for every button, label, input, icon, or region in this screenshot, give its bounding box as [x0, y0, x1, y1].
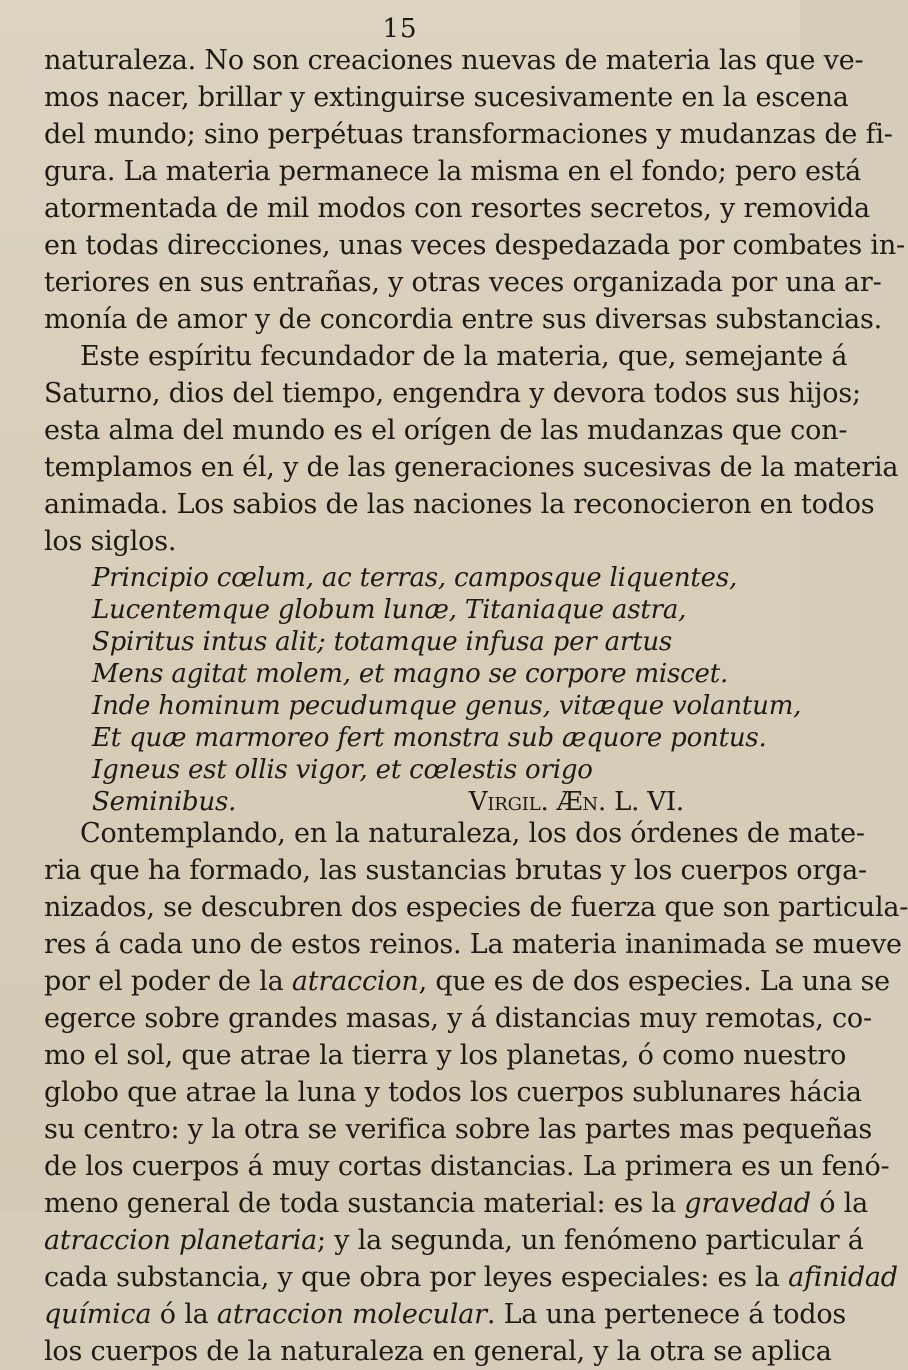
emphasis-term: atraccion molecular [216, 1299, 487, 1330]
text-line: egerce sobre grandes masas, y á distancias muy remotas, co- [44, 1003, 872, 1034]
latin-verse-quote [44, 562, 802, 818]
text-line: Este espíritu fecundador de la materia, que, semejante á [80, 341, 848, 372]
verse-line: Lucentemque globum lunæ, Titaniaque astra, [92, 595, 687, 625]
text-line: ria que ha formado, las sustancias brutas y los cuerpos orga- [44, 855, 867, 886]
text-line: animada. Los sabios de las naciones la reconocieron en todos [44, 489, 875, 520]
verse-line: Principio cœlum, ac terras, camposque liquentes, [92, 563, 738, 593]
text-line: en todas direcciones, unas veces despedazada por combates in- [44, 230, 905, 261]
verse-line: Spiritus intus alit; totamque infusa per artus [92, 627, 673, 657]
text-line: los siglos. [44, 526, 177, 557]
text-line: su centro: y la otra se verifica sobre las partes mas pequeñas [44, 1114, 873, 1145]
text-line: atormentada de mil modos con resortes secretos, y removida [44, 193, 870, 224]
emphasis-term: afinidad [788, 1262, 898, 1293]
verse-attribution: Virgil. Æn. L. VI. [468, 787, 684, 817]
verse-line: Inde hominum pecudumque genus, vitæque volantum, [92, 691, 802, 721]
text-line: gura. La materia permanece la misma en el fondo; pero está [44, 156, 862, 187]
emphasis-term: gravedad [684, 1188, 811, 1219]
page-number: 15 [382, 14, 418, 44]
text-line: esta alma del mundo es el orígen de las mudanzas que con- [44, 415, 848, 446]
text-line: nizados, se descubren dos especies de fuerza que son particula- [44, 892, 908, 923]
text-line [44, 963, 890, 1000]
text-line: del mundo; sino perpétuas transformaciones y mudanzas de fi- [44, 119, 893, 150]
verse-line: Igneus est ollis vigor, et cœlestis origo [92, 755, 593, 785]
text-line: templamos en él, y de las generaciones sucesivas de la materia [44, 452, 899, 483]
text-run: ó la [151, 1299, 217, 1330]
verse-line: Et quæ marmoreo fert monstra sub æquore pontus. [92, 723, 767, 753]
text-line: de los cuerpos á muy cortas distancias. La primera es un fenó- [44, 1151, 890, 1182]
text-line: mo el sol, que atrae la tierra y los planetas, ó como nuestro [44, 1040, 847, 1071]
text-line: globo que atrae la luna y todos los cuerpos sublunares hácia [44, 1077, 862, 1108]
paragraph-3 [44, 815, 908, 1370]
verse-line [44, 786, 784, 818]
text-run: meno general de toda sustancia material: es la [44, 1188, 685, 1219]
text-line: teriores en sus entrañas, y otras veces organizada por una ar- [44, 267, 882, 298]
text-line: res á cada uno de estos reinos. La materia inanimada se mueve [44, 929, 902, 960]
text-run: , que es de dos especies. La una se [418, 966, 890, 997]
verse-line: Mens agitat molem, et magno se corpore miscet. [92, 659, 729, 689]
text-line: monía de amor y de concordia entre sus diversas substancias. [44, 304, 883, 335]
text-run: cada substancia, y que obra por leyes especiales: es la [44, 1262, 789, 1293]
emphasis-term: atraccion planetaria [44, 1225, 318, 1256]
verse-last-line: Seminibus. [92, 787, 237, 817]
paragraph-2 [44, 338, 899, 560]
text-run: por el poder de la [44, 966, 292, 997]
text-line: Contemplando, en la naturaleza, los dos órdenes de mate- [80, 818, 865, 849]
text-run: ; y la segunda, un fenómeno particular á [317, 1225, 864, 1256]
text-line: los cuerpos de la naturaleza en general, y la otra se aplica [44, 1336, 832, 1367]
text-run: ó la [810, 1188, 869, 1219]
emphasis-term: atraccion [291, 966, 419, 997]
text-run: . La una pertenece á todos [486, 1299, 847, 1330]
text-line: naturaleza. No son creaciones nuevas de materia las que ve- [44, 45, 864, 76]
paragraph-1 [44, 42, 905, 338]
text-line [44, 1222, 864, 1259]
text-line [44, 1296, 847, 1333]
text-line [44, 1185, 869, 1222]
emphasis-term: química [44, 1299, 152, 1330]
text-line: Saturno, dios del tiempo, engendra y devora todos sus hijos; [44, 378, 861, 409]
text-line: mos nacer, brillar y extinguirse sucesivamente en la escena [44, 82, 849, 113]
text-line [44, 1259, 898, 1296]
